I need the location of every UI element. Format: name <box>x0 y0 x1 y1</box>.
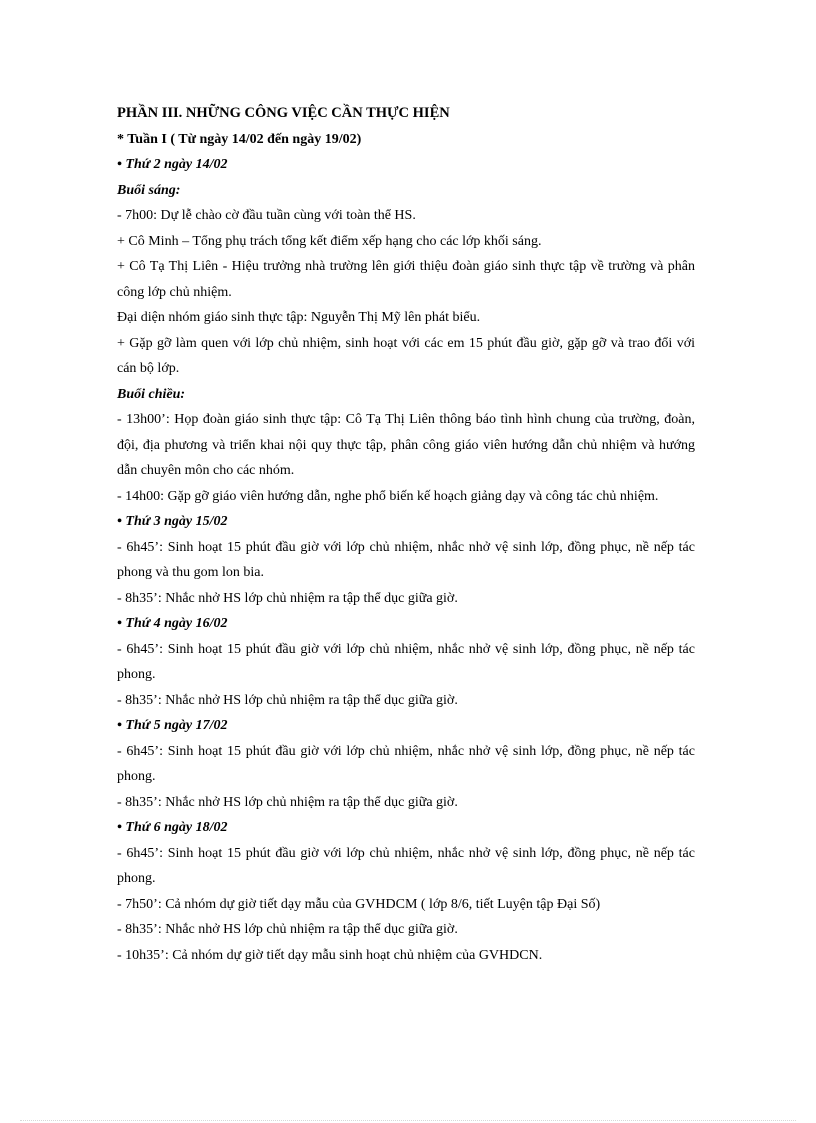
paragraph-line: - 8h35’: Nhắc nhở HS lớp chủ nhiệm ra tập thể dục giữa giờ. <box>117 590 458 606</box>
week-heading: * Tuần I ( Từ ngày 14/02 đến ngày 19/02) <box>117 131 362 147</box>
session-label-morning: Buổi sáng: <box>117 182 181 198</box>
paragraph: - 6h45’: Sinh hoạt 15 phút đầu giờ với lớp chủ nhiệm, nhắc nhở vệ sinh lớp, đồng phục, nề nếp tác phong. <box>117 743 695 784</box>
paragraph-line: - 7h00: Dự lễ chào cờ đầu tuần cùng với toàn thể HS. <box>117 208 416 223</box>
paragraph-line: Đại diện nhóm giáo sinh thực tập: Nguyễn Thị Mỹ lên phát biểu. <box>117 310 481 325</box>
paragraph-line: - 8h35’: Nhắc nhở HS lớp chủ nhiệm ra tập thể dục giữa giờ. <box>117 922 458 937</box>
section-title: PHẦN III. NHỮNG CÔNG VIỆC CẦN THỰC HIỆN <box>117 105 450 121</box>
paragraph: - 6h45’: Sinh hoạt 15 phút đầu giờ với lớp chủ nhiệm, nhắc nhở vệ sinh lớp, đồng phục, nề nếp tác phong và thu gom lon bia. <box>117 539 695 580</box>
day-heading-wednesday: • Thứ 4 ngày 16/02 <box>117 616 228 631</box>
day-heading-thursday: • Thứ 5 ngày 17/02 <box>117 718 228 733</box>
paragraph-line: - 8h35’: Nhắc nhở HS lớp chủ nhiệm ra tập thể dục giữa giờ. <box>117 794 458 810</box>
document-page <box>117 101 695 968</box>
paragraph: - 13h00’: Họp đoàn giáo sinh thực tập: Cô Tạ Thị Liên thông báo tình hình chung của trường, đoàn, đội, địa phương và triển khai nội quy thực tập, phân công giáo viên hướng dẫn chủ nhiệm và hướng dẫn chuyên môn cho các nhóm. <box>117 412 695 478</box>
day-heading-monday: • Thứ 2 ngày 14/02 <box>117 157 228 172</box>
paragraph-line: - 7h50’: Cả nhóm dự giờ tiết dạy mẫu của GVHDCM ( lớp 8/6, tiết Luyện tập Đại Số) <box>117 896 601 912</box>
paragraph: + Gặp gỡ làm quen với lớp chủ nhiệm, sinh hoạt với các em 15 phút đầu giờ, gặp gỡ và trao đổi với cán bộ lớp. <box>117 335 695 376</box>
paragraph: + Cô Tạ Thị Liên - Hiệu trưởng nhà trường lên giới thiệu đoàn giáo sinh thực tập về trường và phân công lớp chủ nhiệm. <box>117 259 695 300</box>
session-label-afternoon: Buổi chiều: <box>117 386 186 402</box>
day-heading-tuesday: • Thứ 3 ngày 15/02 <box>117 514 228 529</box>
day-heading-friday: • Thứ 6 ngày 18/02 <box>117 820 228 835</box>
paragraph: - 6h45’: Sinh hoạt 15 phút đầu giờ với lớp chủ nhiệm, nhắc nhở vệ sinh lớp, đồng phục, nề nếp tác phong. <box>117 641 695 682</box>
paragraph-line: - 10h35’: Cả nhóm dự giờ tiết dạy mẫu sinh hoạt chủ nhiệm của GVHDCN. <box>117 947 543 963</box>
paragraph-line: - 8h35’: Nhắc nhở HS lớp chủ nhiệm ra tập thể dục giữa giờ. <box>117 692 458 708</box>
paragraph: - 14h00: Gặp gỡ giáo viên hướng dẫn, nghe phổ biến kế hoạch giảng dạy và công tác chủ nhiệm. <box>117 488 659 504</box>
paragraph-line: + Cô Minh – Tổng phụ trách tổng kết điểm xếp hạng cho các lớp khối sáng. <box>117 233 542 249</box>
paragraph: - 6h45’: Sinh hoạt 15 phút đầu giờ với lớp chủ nhiệm, nhắc nhở vệ sinh lớp, đồng phục, nề nếp tác phong. <box>117 845 695 886</box>
page-bottom-border <box>20 1120 796 1122</box>
